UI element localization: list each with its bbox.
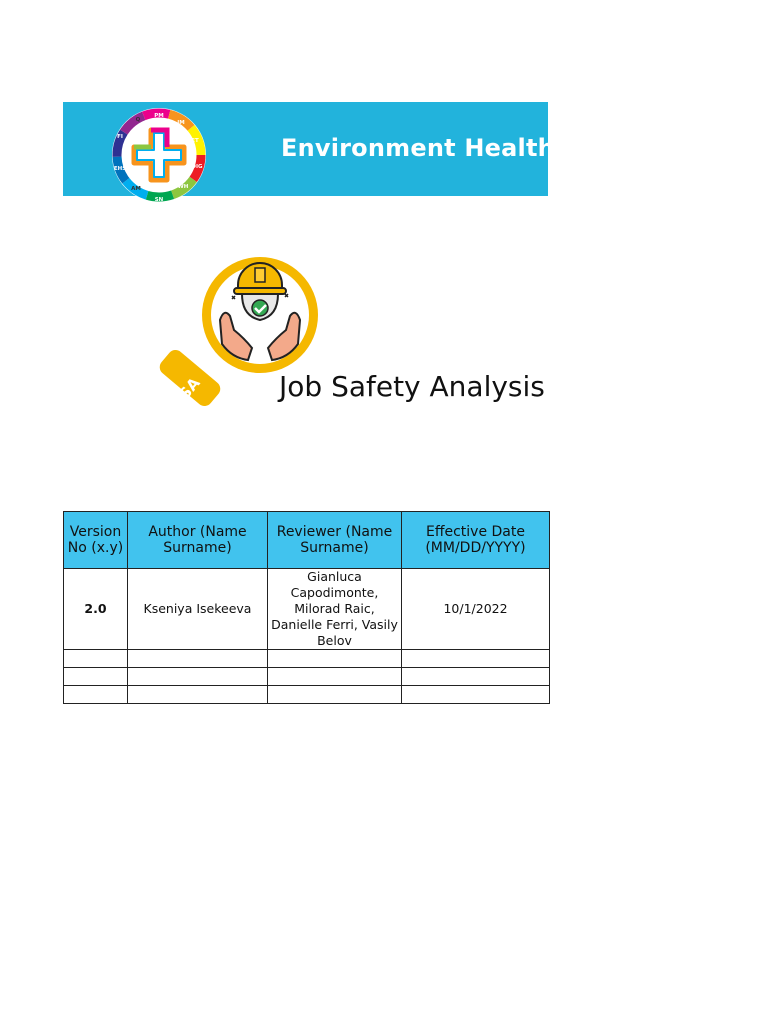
cell-version — [64, 668, 128, 686]
cell-reviewer — [268, 650, 402, 668]
company-logo — [109, 102, 209, 208]
table-row — [64, 569, 550, 650]
header-effective-date: Effective Date (MM/DD/YYYY) — [402, 512, 550, 569]
header-banner — [63, 102, 585, 203]
logo-ring-label: SN — [154, 197, 164, 203]
cell-effective-date: 10/1/2022 — [402, 569, 550, 650]
logo-ring-label: Q — [135, 117, 141, 123]
logo-ring-label: PM — [154, 113, 164, 119]
header-version: Version No (x.y) — [64, 512, 128, 569]
cell-author — [128, 668, 268, 686]
logo-ring-label: DIG — [191, 164, 203, 170]
document-title: Job Safety Analysis — [279, 370, 545, 403]
cell-version — [64, 650, 128, 668]
cell-author: Kseniya Isekeeva — [128, 569, 268, 650]
logo-ring-label: IM — [177, 120, 185, 126]
cell-effective-date — [402, 686, 550, 704]
cell-author — [128, 686, 268, 704]
table-row — [64, 668, 550, 686]
cell-author — [128, 650, 268, 668]
header-reviewer: Reviewer (Name Surname) — [268, 512, 402, 569]
cell-version: 2.0 — [64, 569, 128, 650]
jsa-badge-text: JSA — [171, 374, 204, 408]
cell-reviewer: Gianluca Capodimonte, Milorad Raic, Danielle Ferri, Vasily Belov — [268, 569, 402, 650]
cell-effective-date — [402, 650, 550, 668]
banner-title: Environment Health & — [281, 134, 585, 162]
logo-ring-label: ET — [191, 138, 199, 144]
table-row — [64, 686, 550, 704]
logo-ring-label: FI — [117, 134, 123, 140]
cell-version — [64, 686, 128, 704]
header-author: Author (Name Surname) — [128, 512, 268, 569]
cell-reviewer — [268, 668, 402, 686]
cell-effective-date — [402, 668, 550, 686]
cell-reviewer — [268, 686, 402, 704]
version-history-table — [63, 511, 550, 704]
logo-ring-label: AM — [131, 186, 141, 192]
table-row — [64, 650, 550, 668]
logo-ring-label: EHS — [113, 166, 127, 172]
logo-ring-label: WH — [177, 184, 189, 190]
table-header-row — [64, 512, 550, 569]
